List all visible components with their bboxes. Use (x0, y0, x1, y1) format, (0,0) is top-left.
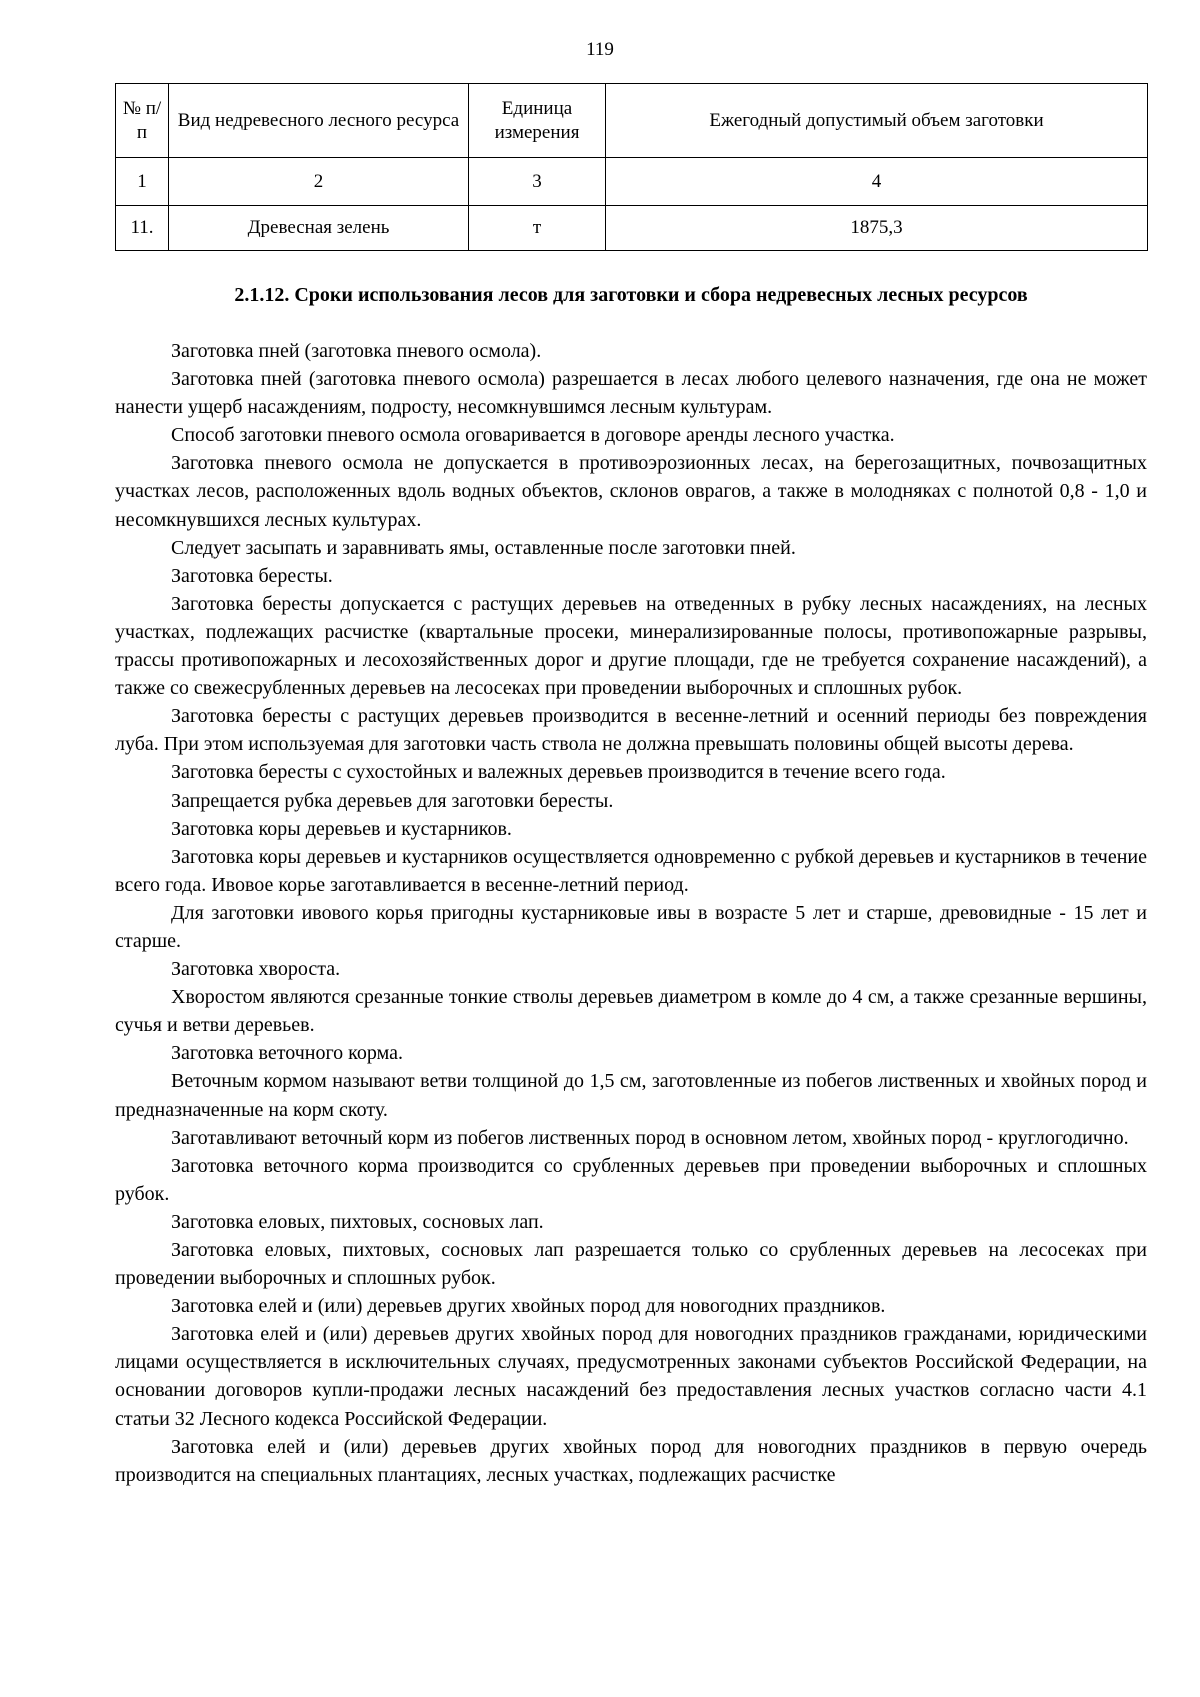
paragraph: Способ заготовки пневого осмола оговаривается в договоре аренды лесного участка. (171, 424, 895, 447)
paragraph: Заготовка бересты допускается с растущих деревьев на отведенных в рубку лесных насаждениях, на лесных участках, подлежащих расчистке (квартальные просеки, минерализированные полосы, противопожарные разрывы, трассы противопожарных и лесохозяйственных дорог и другие площади, где не требуется сохранение насаждений), а также со свежесрубленных деревьев на лесосеках при проведении выборочных и сплошных рубок. (115, 592, 1147, 700)
paragraph: Заготавливают веточный корм из побегов лиственных пород в основном летом, хвойных пород - круглогодично. (171, 1126, 1129, 1149)
paragraph: Заготовка бересты. (171, 564, 333, 587)
resource-table (115, 83, 1148, 251)
paragraph: Заготовка еловых, пихтовых, сосновых лап разрешается только со срубленных деревьев на лесосеках при проведении выборочных и сплошных рубок. (115, 1239, 1147, 1290)
paragraph: Веточным кормом называют ветви толщиной до 1,5 см, заготовленные из побегов лиственных и хвойных пород и предназначенные на корм скоту. (115, 1070, 1147, 1121)
paragraph: Заготовка коры деревьев и кустарников. (171, 817, 512, 840)
column-number-cell: 1 (116, 158, 169, 206)
paragraph: Заготовка коры деревьев и кустарников осуществляется одновременно с рубкой деревьев и кустарников в течение всего года. Ивовое корье заготавливается в весенне-летний период. (115, 845, 1147, 896)
column-number-cell: 2 (169, 158, 469, 206)
paragraph: Заготовка бересты с сухостойных и валежных деревьев производится в течение всего года. (171, 761, 946, 784)
page-number: 119 (586, 39, 614, 60)
column-number-cell: 3 (469, 158, 606, 206)
paragraph: Запрещается рубка деревьев для заготовки бересты. (171, 789, 614, 812)
table-row (116, 206, 1148, 251)
body-text (115, 337, 1147, 1489)
paragraph: Заготовка елей и (или) деревьев других хвойных пород для новогодних праздников в первую очередь производится на специальных плантациях, лесных участках, подлежащих расчистке (115, 1435, 1147, 1486)
paragraph: Заготовка пней (заготовка пневого осмола) разрешается в лесах любого целевого назначения, где она не может нанести ущерб насаждениям, подросту, несомкнувшимся лесным культурам. (115, 368, 1147, 419)
header-cell-unit: Единица измерения (469, 84, 606, 158)
paragraph: Для заготовки ивового корья пригодны кустарниковые ивы в возрасте 5 лет и старше, древовидные - 15 лет и старше. (115, 901, 1147, 952)
header-cell-annual-volume: Ежегодный допустимый объем заготовки (606, 84, 1148, 158)
paragraph: Заготовка пневого осмола не допускается в противоэрозионных лесах, на берегозащитных, почвозащитных участках лесов, расположенных вдоль водных объектов, склонов оврагов, а также в молодняках с полнотой 0,8 - 1,0 и несомкнувшихся лесных культурах. (115, 452, 1147, 531)
paragraph: Заготовка пней (заготовка пневого осмола). (171, 340, 542, 362)
section-title: 2.1.12. Сроки использования лесов для заготовки и сбора недревесных лесных ресурсов (234, 284, 1028, 306)
paragraph: Заготовка еловых, пихтовых, сосновых лап. (171, 1210, 544, 1233)
paragraph: Хворостом являются срезанные тонкие стволы деревьев диаметром в комле до 4 см, а также срезанные вершины, сучья и ветви деревьев. (115, 986, 1147, 1037)
paragraph: Заготовка веточного корма производится со срубленных деревьев при проведении выборочных и сплошных рубок. (115, 1154, 1147, 1205)
paragraph: Заготовка елей и (или) деревьев других хвойных пород для новогодних праздников. (171, 1295, 886, 1318)
paragraph: Заготовка веточного корма. (171, 1042, 403, 1065)
row-number-cell: 11. (116, 206, 169, 251)
header-cell-number: № п/п (116, 84, 169, 158)
header-cell-resource-type: Вид недревесного лесного ресурса (169, 84, 469, 158)
paragraph: Следует засыпать и заравнивать ямы, оставленные после заготовки пней. (171, 536, 796, 559)
table-header-row (116, 84, 1148, 158)
paragraph: Заготовка бересты с растущих деревьев производится в весенне-летний и осенний периоды без повреждения луба. При этом используемая для заготовки часть ствола не должна превышать половины общей высоты дерева. (115, 705, 1147, 756)
paragraph: Заготовка хвороста. (171, 958, 341, 981)
table-column-number-row (116, 158, 1148, 206)
unit-cell: т (469, 206, 606, 251)
annual-volume-cell: 1875,3 (606, 206, 1148, 251)
column-number-cell: 4 (606, 158, 1148, 206)
paragraph: Заготовка елей и (или) деревьев других хвойных пород для новогодних праздников гражданами, юридическими лицами осуществляется в исключительных случаях, предусмотренных законами субъектов Российской Федерации, на основании договоров купли-продажи лесных насаждений без предоставления лесных участков согласно части 4.1 статьи 32 Лесного кодекса Российской Федерации. (115, 1323, 1147, 1430)
resource-type-cell: Древесная зелень (169, 206, 469, 251)
